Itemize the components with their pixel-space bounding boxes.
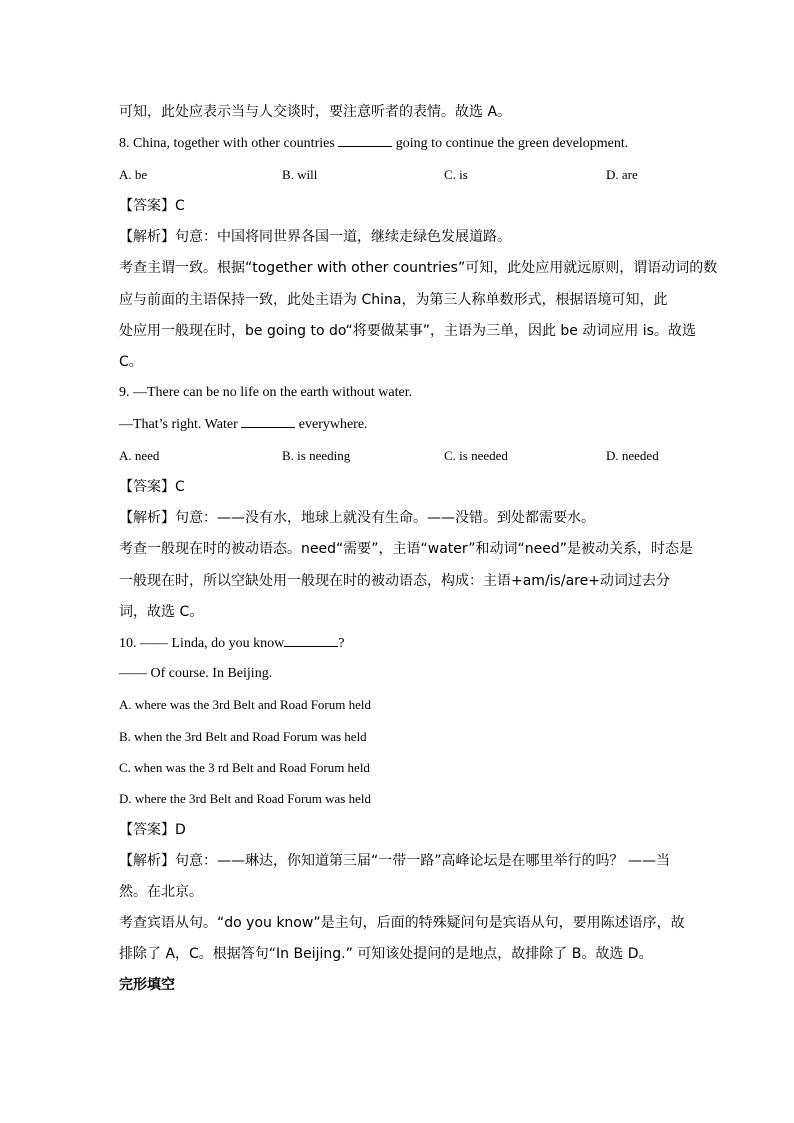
explanation-line: 【解析】句意：——琳达，你知道第三届“一带一路”高峰论坛是在哪里举行的吗？ ——当 (119, 853, 670, 869)
explanation-line: 词，故选 C。 (119, 604, 204, 620)
answer-label: 【答案】D (119, 822, 186, 838)
question-9-stem: 9. —There can be no life on the earth without water. (119, 385, 413, 400)
option-a: A. where was the 3rd Belt and Road Forum held (119, 697, 372, 712)
option-c: C. is needed (444, 448, 508, 463)
answer-label: 【答案】C (119, 479, 185, 495)
option-c: C. when was the 3 rd Belt and Road Forum held (119, 760, 370, 775)
answer-label: 【答案】C (119, 198, 185, 214)
explanation-line: 考查主谓一致。根据“together with other countries”可知，此处应用就远原则，谓语动词的数 (119, 260, 718, 276)
question-text: 8. China, together with other countries (119, 136, 339, 151)
explanation-line: 排除了 A，C。根据答句“In Beijing.” 可知该处提问的是地点，故排除了 B。故选 D。 (119, 946, 653, 962)
answer-blank (284, 634, 338, 647)
option-a: A. need (119, 448, 160, 463)
question-10-response: —— Of course. In Beijing. (119, 666, 273, 681)
explanation-line: 一般现在时，所以空缺处用一般现在时的被动语态，构成：主语+am/is/are+动词过去分 (119, 573, 670, 589)
explanation-line: 处应用一般现在时，be going to do“将要做某事”，主语为三单，因此 be 动词应用 is。故选 (119, 323, 696, 339)
option-b: B. when the 3rd Belt and Road Forum was held (119, 729, 367, 744)
question-text: going to continue the green development. (392, 136, 629, 151)
option-c: C. is (444, 167, 468, 182)
option-b: B. is needing (282, 448, 351, 463)
question-text: 10. —— Linda, do you know (119, 636, 285, 651)
explanation-line: 【解析】句意：——没有水，地球上就没有生命。——没错。到处都需要水。 (119, 510, 595, 526)
question-text: ? (338, 636, 345, 651)
explanation-line: 然。在北京。 (119, 884, 203, 900)
explanation-line: 考查一般现在时的被动语态。need“需要”，主语“water”和动词“need”是被动关系，时态是 (119, 541, 693, 557)
section-title: 完形填空 (119, 977, 175, 993)
question-text: everywhere. (295, 417, 368, 432)
answer-blank (241, 415, 295, 428)
explanation-line: 考查宾语从句。“do you know”是主句，后面的特殊疑问句是宾语从句，要用陈述语序，故 (119, 915, 685, 931)
option-d: D. needed (606, 448, 659, 463)
option-b: B. will (282, 167, 318, 182)
explanation-line: 可知，此处应表示当与人交谈时，要注意听者的表情。故选 A。 (119, 104, 512, 120)
option-d: D. where the 3rd Belt and Road Forum was held (119, 791, 372, 806)
question-8-stem (119, 134, 628, 153)
option-a: A. be (119, 167, 148, 182)
question-10-stem (119, 634, 344, 653)
option-d: D. are (606, 167, 638, 182)
explanation-line: 【解析】句意：中国将同世界各国一道，继续走绿色发展道路。 (119, 229, 511, 245)
answer-blank (338, 134, 392, 147)
question-9-response (119, 415, 368, 434)
question-text: —That’s right. Water (119, 417, 242, 432)
explanation-line: 应与前面的主语保持一致，此处主语为 China，为第三人称单数形式，根据语境可知，此 (119, 292, 668, 308)
explanation-line: C。 (119, 354, 143, 370)
